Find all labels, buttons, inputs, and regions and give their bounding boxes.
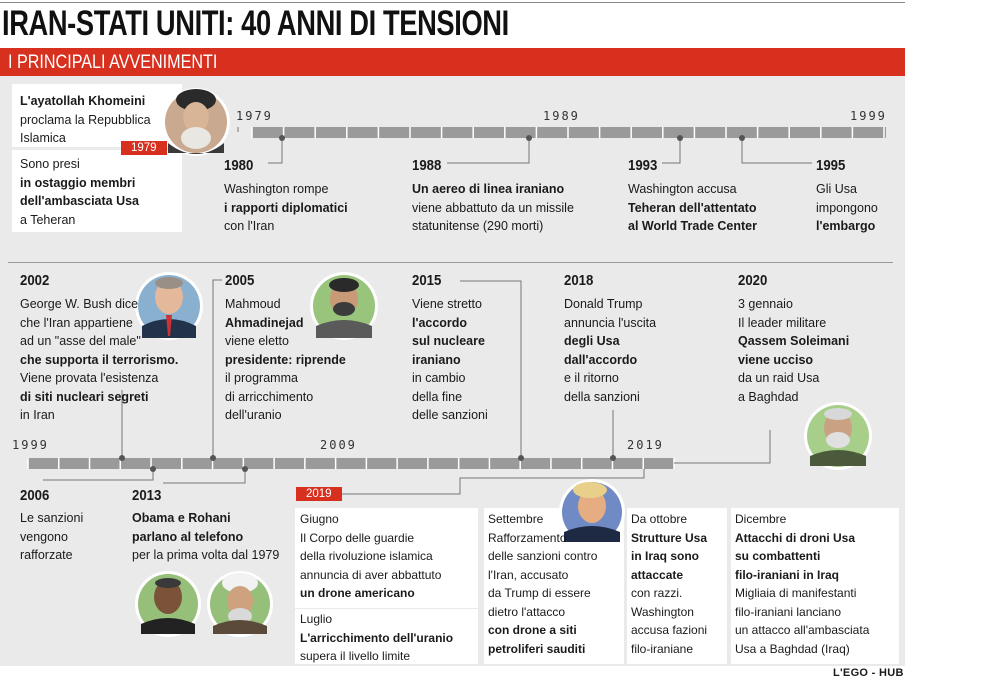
connector-2006: [43, 469, 153, 480]
year-1988: 1988: [412, 157, 442, 174]
december-2019-text: Dicembre Attacchi di droni Usa su combattenti filo-iraniani in Iraq Migliaia di manifestanti filo-iraniani lanciano un attacco all'ambasciata Usa a Baghdad (Iraq): [735, 512, 870, 656]
october-2019-text: Da ottobre Strutture Usa in Iraq sono attaccate con razzi. Washington accusa fazioni filo-iraniane: [631, 512, 708, 656]
marker-1980: [279, 135, 285, 141]
axis2-label-end: 2019: [627, 438, 664, 452]
connector-1995: [742, 137, 812, 163]
year-1995: 1995: [816, 157, 846, 174]
obama-portrait: [135, 571, 201, 637]
year-2013: 2013: [132, 487, 162, 504]
year-1980: 1980: [224, 157, 254, 174]
tag-1979: 1979: [121, 141, 167, 155]
hostage-text: Sono presi in ostaggio membri dell'ambasciata Usa a Teheran: [20, 157, 140, 227]
july-2019-text: Luglio L'arricchimento dell'uranio supera il livello limite: [300, 612, 454, 663]
marker-2002: [119, 455, 125, 461]
axis1-label-end: 1999: [850, 109, 887, 123]
rohani-portrait: [207, 571, 273, 637]
year-1993: 1993: [628, 157, 658, 174]
credit-label: L'EGO - HUB: [833, 667, 904, 679]
connector-2005: [213, 280, 222, 458]
event-2005-text: Mahmoud Ahmadinejad viene eletto presidente: riprende il programma di arricchimento dell'uranio: [225, 297, 346, 422]
timeline1-ticks: [252, 127, 884, 138]
soleimani-portrait: [804, 402, 872, 470]
event-2018-text: Donald Trump annuncia l'uscita degli Usa dall'accordo e il ritorno della sanzioni: [564, 297, 657, 404]
marker-2013: [242, 466, 248, 472]
tag-2019: 2019: [296, 487, 342, 501]
axis1-label-start: 1979: [236, 109, 273, 123]
event-1993-text: Washington accusa Teheran dell'attentato al World Trade Center: [628, 182, 757, 233]
marker-2005: [210, 455, 216, 461]
year-2002: 2002: [20, 272, 50, 289]
event-2020-text: 3 gennaio Il leader militare Qassem Soleimani viene ucciso da un raid Usa a Baghdad: [738, 297, 850, 404]
axis2-label-start: 1999: [12, 438, 49, 452]
khomeini-portrait: [162, 88, 230, 156]
event-1995-text: Gli Usa impongono l'embargo: [816, 182, 878, 233]
connector-1993: [662, 137, 680, 163]
timeline2-bar: [28, 458, 674, 469]
khomeini-text: L'ayatollah Khomeini proclama la Repubblica Islamica: [20, 94, 151, 145]
connector-1988: [447, 137, 529, 163]
axis1-label-mid: 1989: [543, 109, 580, 123]
marker-2006: [150, 466, 156, 472]
event-2015-text: Viene stretto l'accordo sul nucleare iraniano in cambio della fine delle sanzioni: [412, 297, 488, 422]
event-2006-text: Le sanzioni vengono rafforzate: [20, 511, 84, 562]
year-2020: 2020: [738, 272, 768, 289]
marker-1995: [739, 135, 745, 141]
year-2015: 2015: [412, 272, 442, 289]
connector-2013: [163, 469, 245, 483]
axis2-label-mid: 2009: [320, 438, 357, 452]
marker-1988: [526, 135, 532, 141]
june-2019-text: Giugno Il Corpo delle guardie della rivoluzione islamica annuncia di aver abbattuto un drone americano: [300, 512, 442, 600]
marker-2015: [518, 455, 524, 461]
connector-1980: [268, 137, 282, 163]
september-2019-text: Settembre Rafforzamento delle sanzioni contro l'Iran, accusato da Trump di essere dietro l'attacco con drone a siti petroliferi sauditi: [488, 512, 598, 656]
year-2005: 2005: [225, 272, 255, 289]
marker-2018: [610, 455, 616, 461]
event-2002-text: George W. Bush dice che l'Iran appartiene ad un "asse del male" che supporta il terrorismo. Viene provata l'esistenza di siti nucleari segreti in Iran: [20, 297, 179, 422]
marker-1993: [677, 135, 683, 141]
page-title: IRAN-STATI UNITI: 40 ANNI DI TENSIONI: [2, 4, 509, 43]
event-1980-text: Washington rompe i rapporti diplomatici con l'Iran: [224, 182, 348, 233]
year-2018: 2018: [564, 272, 594, 289]
page-subtitle: I PRINCIPALI AVVENIMENTI: [8, 52, 218, 73]
event-1988-text: Un aereo di linea iraniano viene abbattuto da un missile statunitense (290 morti): [412, 182, 574, 233]
event-2013-text: Obama e Rohani parlano al telefono per la prima volta dal 1979: [132, 511, 280, 562]
connector-2020: [674, 430, 770, 463]
year-2006: 2006: [20, 487, 50, 504]
